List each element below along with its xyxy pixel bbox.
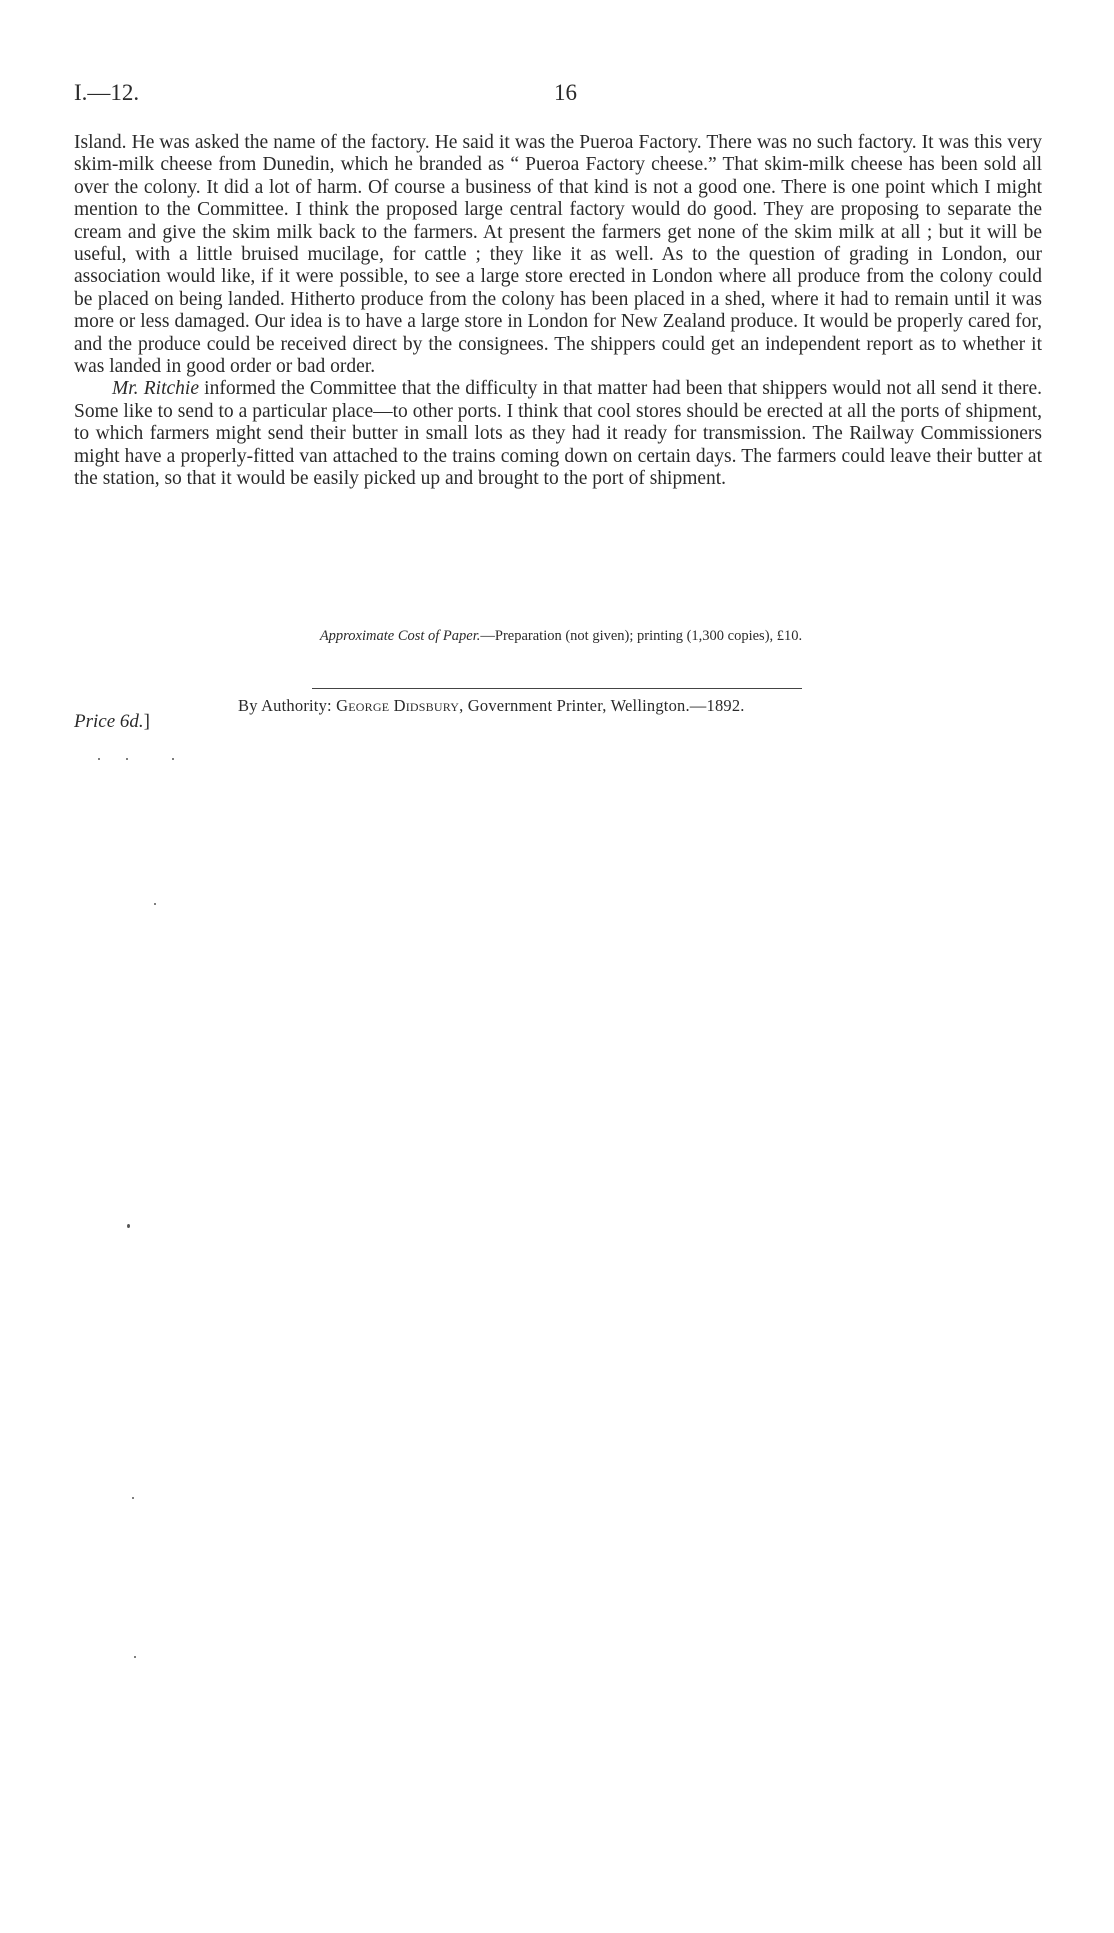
price-text: Price 6d. — [74, 711, 144, 732]
speaker-name: Mr. Ritchie — [112, 378, 199, 400]
scan-speck — [172, 758, 174, 760]
running-header — [74, 80, 1042, 110]
paper-reference: I.—12. — [74, 80, 140, 105]
paragraph-text: informed the Committee that the difficulty in that matter had been that shippers would not all send it there. Some like to send to a particular place—to other ports. I think that cool stores should be erected at all the ports of shipment, to which farmers might send their butter in small lots as they had it ready for transmission. The Railway Commissioners might have a properly-fitted van attached to the trains coming down on certain days. The farmers could leave their butter at the station, so that it would be easily picked up and brought to the port of shipment. — [74, 378, 1042, 490]
paragraph-ritchie — [74, 378, 1042, 490]
scan-speck — [126, 758, 128, 760]
scan-speck — [132, 1497, 134, 1499]
body-text — [74, 132, 1042, 491]
paragraph-continuation — [74, 132, 1042, 378]
scan-speck — [98, 758, 100, 760]
printer-imprint — [238, 696, 745, 716]
cost-of-paper-note — [0, 628, 1114, 645]
price-bracket: ] — [143, 711, 150, 732]
scan-speck — [134, 1656, 136, 1658]
price-note — [74, 711, 150, 733]
authority-prefix: By Authority: — [238, 696, 337, 715]
scan-speck — [127, 1224, 130, 1228]
paragraph-text: Island. He was asked the name of the factory. He said it was the Pueroa Factory. There was no such factory. It was this very skim-milk cheese from Dunedin, which he branded as “ Pueroa Factory cheese.” That skim-milk cheese has been sold all over the colony. It did a lot of harm. Of course a business of that kind is not a good one. There is one point which I might mention to the Committee. I think the proposed large central factory would do good. They are proposing to separate the cream and give the skim milk back to the farmers. At present the farmers get none of the skim milk at all ; but it will be useful, with a little bruised mucilage, for cattle ; they like it as well. As to the question of grading in London, our association would like, if it were possible, to see a large store erected in London where all produce from the colony could be placed on being landed. Hitherto produce from the colony has been placed in a shed, where it had to remain until it was more or less damaged. Our idea is to have a large store in London for New Zealand produce. It would be properly cared for, and the produce could be received direct by the consignees. The shippers could get an independent report as to whether it was landed in good order or bad order. — [74, 132, 1042, 378]
scan-speck — [154, 903, 156, 905]
footer-rule — [312, 688, 802, 689]
authority-suffix: , Government Printer, Wellington.—1892. — [459, 696, 745, 715]
cost-label: Approximate Cost of Paper. — [319, 628, 481, 644]
printer-name: George Didsbury — [336, 696, 460, 715]
page-number: 16 — [554, 80, 577, 105]
cost-detail: —Preparation (not given); printing (1,300 copies), £10. — [480, 628, 803, 644]
